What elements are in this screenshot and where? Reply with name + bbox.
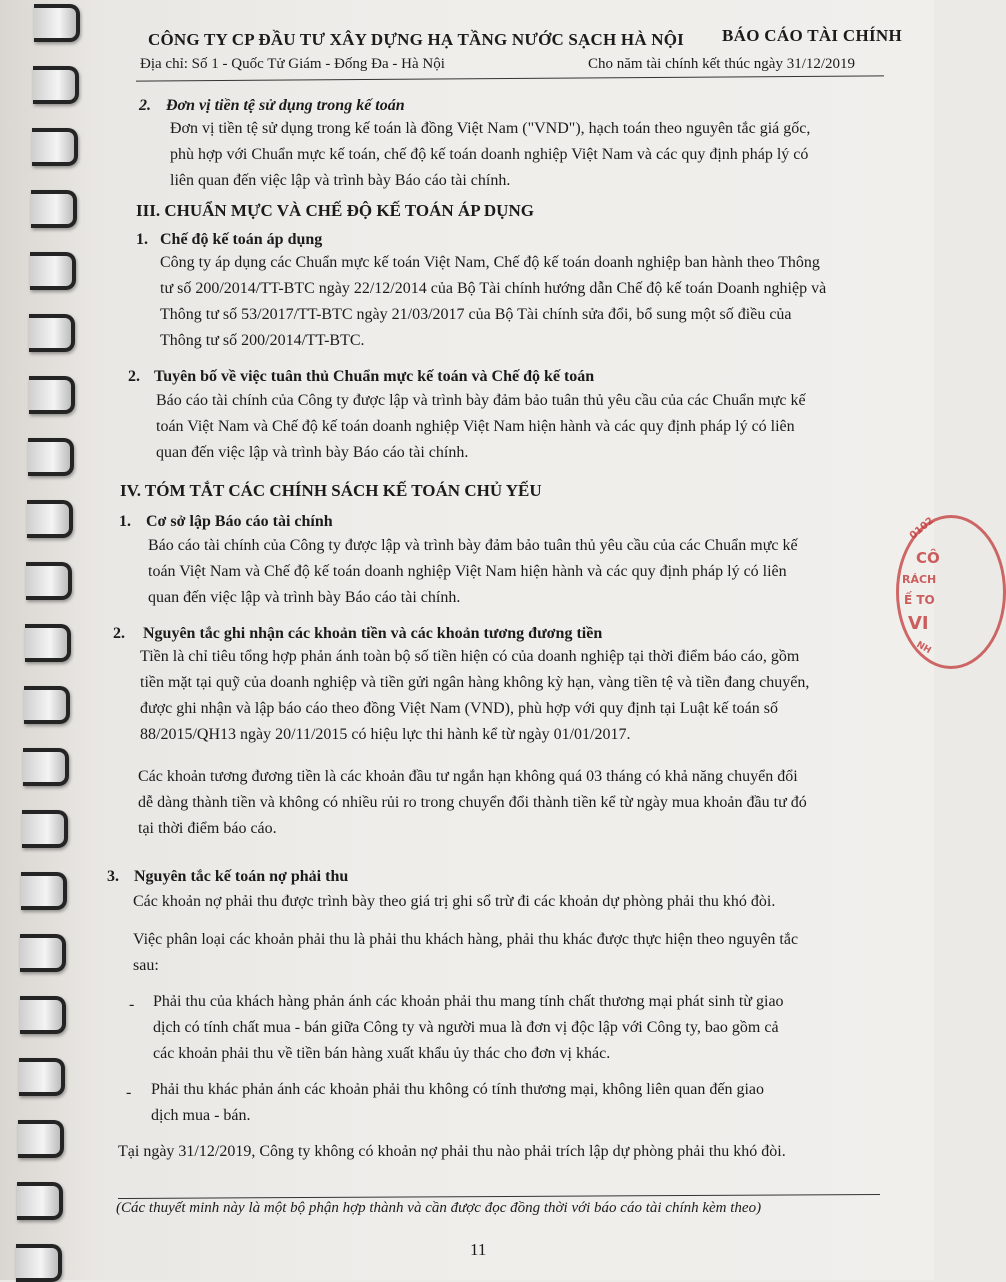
section-heading: Cơ sở lập Báo cáo tài chính (146, 513, 333, 530)
binder-ring (29, 376, 75, 414)
paragraph-line: tiền mặt tại quỹ của doanh nghiệp và tiền gửi ngân hàng không kỳ hạn, vàng tiền tệ và tiền đang chuyển, (140, 674, 810, 691)
binder-ring (20, 934, 66, 972)
paragraph-line: tư số 200/2014/TT-BTC ngày 22/12/2014 của Bộ Tài chính hướng dẫn Chế độ kế toán Doanh nghiệp và (160, 280, 827, 297)
seal-text: 0102 (907, 515, 937, 542)
binder-ring (30, 252, 76, 290)
section-number: 2. (128, 368, 140, 385)
section-number: 2. (113, 625, 125, 642)
paragraph-line: sau: (133, 957, 159, 974)
paragraph-line: liên quan đến việc lập và trình bày Báo cáo tài chính. (170, 172, 511, 189)
binder-ring (22, 810, 68, 848)
section-heading: Tuyên bố về việc tuân thủ Chuẩn mực kế toán và Chế độ kế toán (154, 368, 595, 385)
paragraph-line: tại thời điểm báo cáo. (138, 820, 277, 837)
paragraph-line: toán Việt Nam và Chế độ kế toán doanh nghiệp Việt Nam hiện hành và các quy định pháp lý có liên (148, 563, 787, 580)
binder-ring (21, 872, 67, 910)
binder-ring (26, 562, 72, 600)
paragraph-line: được ghi nhận và lập báo cáo theo đồng Việt Nam (VND), phù hợp với quy định tại Luật kế toán số (140, 700, 778, 717)
binder-ring (25, 624, 71, 662)
paragraph-line: Thông tư số 53/2017/TT-BTC ngày 21/03/2017 của Bộ Tài chính sửa đổi, bổ sung một số điều của (160, 306, 792, 323)
paragraph-line: toán Việt Nam và Chế độ kế toán doanh nghiệp Việt Nam hiện hành và các quy định pháp lý có liên (156, 418, 795, 435)
paragraph-line: Thông tư số 200/2014/TT-BTC. (160, 332, 365, 349)
binder-ring (20, 996, 66, 1034)
binder-ring (17, 1182, 63, 1220)
section-number: 2. (139, 97, 151, 114)
paragraph-line: dịch có tính chất mua - bán giữa Công ty và người mua là đơn vị độc lập với Công ty, bao gồm cả (153, 1019, 779, 1036)
section-title: IV. TÓM TẮT CÁC CHÍNH SÁCH KẾ TOÁN CHỦ YẾU (120, 481, 542, 500)
company-seal (896, 515, 1006, 665)
paragraph-line: Các khoản nợ phải thu được trình bày theo giá trị ghi sổ trừ đi các khoản dự phòng phải thu khó đòi. (133, 893, 776, 910)
bullet-mark: - (126, 1084, 132, 1101)
paragraph-line: Báo cáo tài chính của Công ty được lập và trình bày đảm bảo tuân thủ yêu cầu của các Chuẩn mực kế (148, 537, 798, 554)
binder-ring (27, 500, 73, 538)
seal-text: CÔ (916, 549, 940, 567)
binder-ring (23, 748, 69, 786)
seal-text: RÁCH (902, 573, 937, 586)
binder-ring (24, 686, 70, 724)
closing-statement: Tại ngày 31/12/2019, Công ty không có khoản nợ phải thu nào phải trích lập dự phòng phải thu khó đòi. (118, 1143, 786, 1160)
binder-spine (0, 0, 100, 1280)
seal-text: NH (914, 639, 933, 657)
paragraph-line: 88/2015/QH13 ngày 20/11/2015 có hiệu lực thi hành kể từ ngày 01/01/2017. (140, 726, 631, 743)
paragraph-line: các khoản phải thu về tiền bán hàng xuất khẩu ủy thác cho đơn vị khác. (153, 1045, 611, 1062)
paragraph-line: Các khoản tương đương tiền là các khoản đầu tư ngắn hạn không quá 03 tháng có khả năng chuyển đổi (138, 768, 798, 785)
paragraph-line: Báo cáo tài chính của Công ty được lập và trình bày đảm bảo tuân thủ yêu cầu của các Chuẩn mực kế (156, 392, 806, 409)
binder-ring (19, 1058, 65, 1096)
section-number: 1. (136, 231, 148, 248)
header-rule (136, 75, 884, 81)
binder-ring (33, 66, 79, 104)
footer-rule (118, 1194, 880, 1199)
binder-ring (32, 128, 78, 166)
binder-ring (18, 1120, 64, 1158)
footer-note: (Các thuyết minh này là một bộ phận hợp thành và cần được đọc đồng thời với báo cáo tài chính kèm theo) (116, 1200, 762, 1216)
report-title: BÁO CÁO TÀI CHÍNH (722, 26, 903, 45)
section-heading: Nguyên tắc ghi nhận các khoản tiền và các khoản tương đương tiền (143, 625, 603, 642)
paragraph-line: quan đến việc lập và trình bày Báo cáo tài chính. (148, 589, 461, 606)
section-heading: Nguyên tắc kế toán nợ phải thu (134, 868, 349, 885)
binder-ring (34, 4, 80, 42)
paragraph-line: dịch mua - bán. (151, 1107, 251, 1124)
paragraph-line: Phải thu khác phản ánh các khoản phải thu không có tính thương mại, không liên quan đến giao (151, 1081, 764, 1098)
section-number: 3. (107, 868, 119, 885)
company-name: CÔNG TY CP ĐẦU TƯ XÂY DỰNG HẠ TẦNG NƯỚC SẠCH HÀ NỘI (148, 30, 684, 49)
paragraph-line: Công ty áp dụng các Chuẩn mực kế toán Việt Nam, Chế độ kế toán doanh nghiệp ban hành theo Thông (160, 254, 820, 271)
seal-text: Ế TO (904, 593, 935, 607)
section-heading: Chế độ kế toán áp dụng (160, 231, 323, 248)
paragraph-line: quan đến việc lập và trình bày Báo cáo tài chính. (156, 444, 469, 461)
binder-ring (31, 190, 77, 228)
paragraph-line: Đơn vị tiền tệ sử dụng trong kế toán là đồng Việt Nam ("VND"), hạch toán theo nguyên tắc giá gốc, (170, 120, 811, 137)
section-title: III. CHUẨN MỰC VÀ CHẾ ĐỘ KẾ TOÁN ÁP DỤNG (136, 201, 534, 220)
section-number: 1. (119, 513, 131, 530)
page-number: 11 (470, 1240, 487, 1259)
section-heading: Đơn vị tiền tệ sử dụng trong kế toán (166, 97, 405, 114)
paragraph-line: dễ dàng thành tiền và không có nhiều rủi ro trong chuyển đổi thành tiền kể từ ngày mua khoản đầu tư đó (138, 794, 807, 811)
seal-text: VI (908, 613, 929, 634)
binder-ring (28, 438, 74, 476)
company-address: Địa chỉ: Số 1 - Quốc Tử Giám - Đống Đa - Hà Nội (140, 56, 445, 72)
binder-ring (16, 1244, 62, 1282)
binder-ring (29, 314, 75, 352)
paragraph-line: Tiền là chỉ tiêu tổng hợp phản ánh toàn bộ số tiền hiện có của doanh nghiệp tại thời điểm báo cáo, gồm (140, 648, 800, 665)
report-period: Cho năm tài chính kết thúc ngày 31/12/2019 (588, 56, 856, 72)
bullet-mark: - (129, 996, 135, 1013)
paragraph-line: Phải thu của khách hàng phản ánh các khoản phải thu mang tính chất thương mại phát sinh từ giao (153, 993, 784, 1010)
paragraph-line: Việc phân loại các khoản phải thu là phải thu khách hàng, phải thu khác được thực hiện theo nguyên tắc (133, 931, 799, 948)
paragraph-line: phù hợp với Chuẩn mực kế toán, chế độ kế toán doanh nghiệp Việt Nam và các quy định pháp lý có (170, 146, 809, 163)
